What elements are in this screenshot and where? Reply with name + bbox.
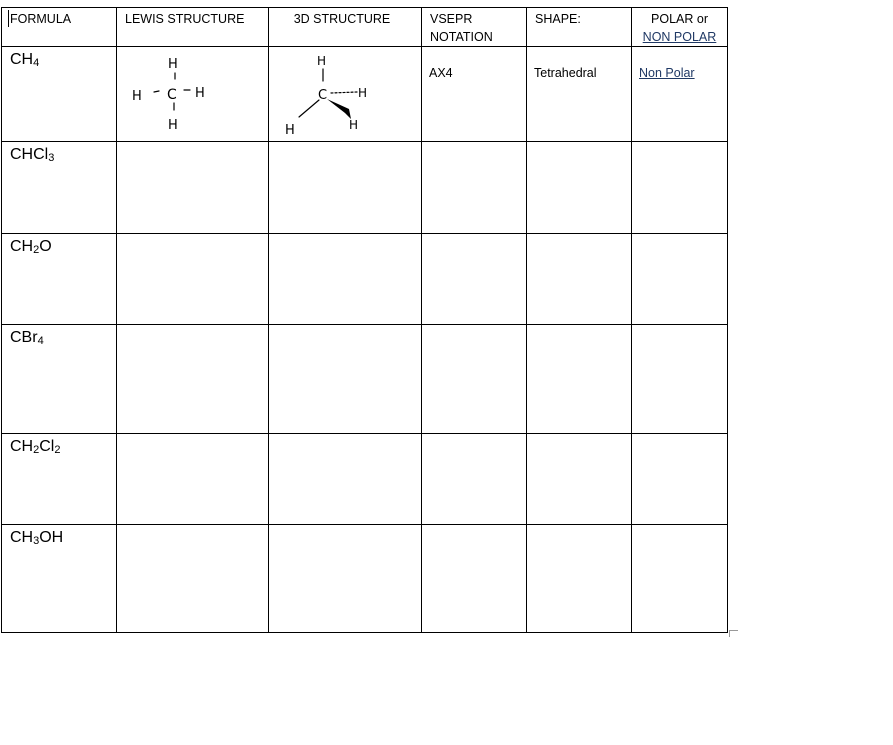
three-d-cell[interactable] (269, 434, 422, 525)
table-row (2, 325, 728, 434)
formula-cell: $CH_3OH$ (2, 525, 117, 633)
polarity-cell[interactable] (632, 142, 728, 234)
shape-cell[interactable] (527, 234, 632, 325)
shape-cell: Tetrahedral (527, 47, 632, 142)
vsepr-line1: VSEPR (430, 12, 473, 26)
lewis-cell[interactable] (117, 234, 269, 325)
polarity-cell: Non Polar (632, 47, 728, 142)
table-row (2, 525, 728, 633)
table-row (2, 47, 728, 142)
svg-text:H: H (358, 86, 368, 100)
table-row (2, 234, 728, 325)
table-end-marker (729, 630, 738, 637)
header-shape: SHAPE: (527, 8, 632, 47)
vsepr-cell[interactable] (422, 525, 527, 633)
polar-line2: NON POLAR (642, 30, 717, 44)
svg-text:C: C (318, 88, 328, 103)
lewis-cell (117, 47, 269, 142)
svg-text:H: H (349, 118, 359, 132)
polarity-cell[interactable] (632, 525, 728, 633)
lewis-cell[interactable] (117, 325, 269, 434)
polarity-cell[interactable] (632, 434, 728, 525)
polarity-cell[interactable] (632, 234, 728, 325)
header-formula: FORMULA (2, 8, 117, 47)
three-d-cell[interactable] (269, 325, 422, 434)
svg-text:H: H (317, 54, 327, 68)
vsepr-line2: NOTATION (430, 30, 493, 44)
molecule-table (1, 7, 728, 633)
svg-text:H: H (195, 86, 205, 101)
vsepr-cell[interactable] (422, 234, 527, 325)
three-d-cell[interactable] (269, 525, 422, 633)
vsepr-cell[interactable] (422, 325, 527, 434)
shape-cell[interactable] (527, 142, 632, 234)
formula-cell: CBr$_4$ (2, 325, 117, 434)
header-row (2, 8, 728, 47)
three-d-cell (269, 47, 422, 142)
shape-cell[interactable] (527, 434, 632, 525)
formula-cell: $CH_2Cl_2$ (2, 434, 117, 525)
vsepr-cell: AX4 (422, 47, 527, 142)
svg-text:H: H (132, 89, 142, 104)
three-d-cell[interactable] (269, 234, 422, 325)
shape-cell[interactable] (527, 325, 632, 434)
shape-cell[interactable] (527, 525, 632, 633)
header-3d: 3D STRUCTURE (269, 8, 422, 47)
table-row (2, 434, 728, 525)
svg-text:C: C (167, 87, 177, 103)
lewis-structure-drawing (117, 47, 267, 140)
formula-cell: CHCl$_3$ (2, 142, 117, 234)
svg-text:H: H (285, 123, 295, 138)
formula-cell: $CH_4$ (2, 47, 117, 142)
vsepr-cell[interactable] (422, 142, 527, 234)
table-row (2, 142, 728, 234)
three-d-cell[interactable] (269, 142, 422, 234)
header-lewis: LEWIS STRUCTURE (117, 8, 269, 47)
lewis-cell[interactable] (117, 434, 269, 525)
header-vsepr (422, 8, 527, 47)
formula-cell: $CH_2O$ (2, 234, 117, 325)
svg-text:H: H (168, 118, 178, 133)
polarity-cell[interactable] (632, 325, 728, 434)
vsepr-cell[interactable] (422, 434, 527, 525)
lewis-cell[interactable] (117, 142, 269, 234)
header-polar (632, 8, 728, 47)
three-d-structure-drawing (269, 47, 420, 140)
polar-line1: POLAR or (651, 12, 708, 26)
lewis-cell[interactable] (117, 525, 269, 633)
svg-text:H: H (168, 57, 178, 72)
